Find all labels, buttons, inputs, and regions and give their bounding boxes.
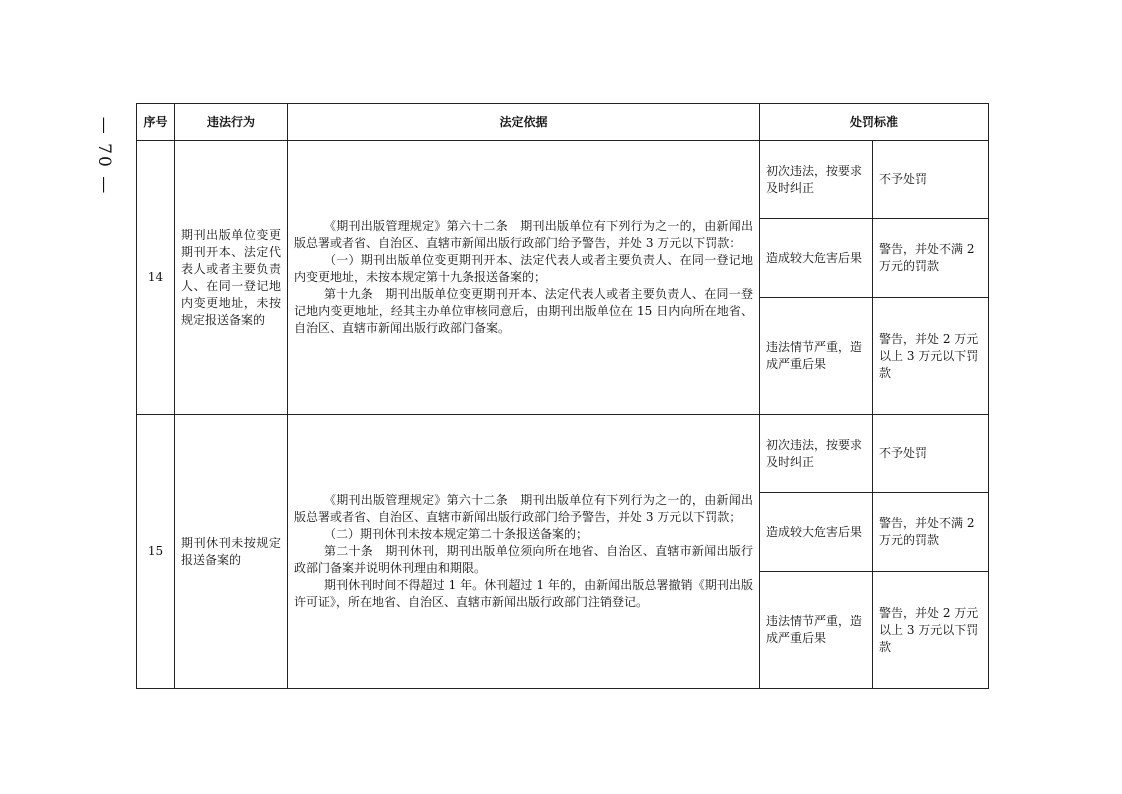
standard-condition: 造成较大危害后果 <box>760 219 873 298</box>
legal-basis-paragraph: 第十九条 期刊出版单位变更期刊开本、法定代表人或者主要负责人、在同一登记地内变更地址，经其主办单位审核同意后，由期刊出版单位在 15 日内向所在地省、自治区、直辖市新闻出版行政部门备案。 <box>294 287 753 335</box>
violation-description: 期刊出版单位变更期刊开本、法定代表人或者主要负责人、在同一登记地内变更地址，未按规定报送备案的 <box>175 141 288 415</box>
standard-tier <box>760 219 988 298</box>
legal-basis-paragraph: （二）期刊休刊未按本规定第二十条报送备案的； <box>324 527 589 541</box>
standard-condition: 初次违法，按要求及时纠正 <box>760 415 873 493</box>
standard-tier <box>760 572 988 688</box>
legal-basis-paragraph: 第二十条 期刊休刊，期刊出版单位须向所在地省、自治区、直辖市新闻出版行政部门备案并说明休刊理由和期限。 <box>294 544 753 575</box>
standard-penalty: 不予处罚 <box>873 415 989 493</box>
header-violation: 违法行为 <box>175 104 288 141</box>
legal-basis-paragraph: 《期刊出版管理规定》第六十二条 期刊出版单位有下列行为之一的，由新闻出版总署或者省、自治区、直辖市新闻出版行政部门给予警告，并处 3 万元以下罚款： <box>294 219 753 250</box>
standard-penalty: 不予处罚 <box>873 141 989 219</box>
standard-condition: 违法情节严重，造成严重后果 <box>760 572 873 688</box>
header-penalty-standard: 处罚标准 <box>760 104 989 141</box>
standard-tier <box>760 415 988 493</box>
legal-basis <box>288 415 760 689</box>
violation-description: 期刊休刊未按规定报送备案的 <box>175 415 288 689</box>
standard-penalty: 警告，并处不满 2 万元的罚款 <box>873 493 989 572</box>
standard-tier <box>760 298 988 414</box>
standard-penalty: 警告，并处不满 2 万元的罚款 <box>873 219 989 298</box>
legal-basis-paragraph: （一）期刊出版单位变更期刊开本、法定代表人或者主要负责人、在同一登记地内变更地址，未按本规定第十九条报送备案的； <box>294 253 753 284</box>
table-header-row <box>137 104 989 141</box>
standard-penalty: 警告，并处 2 万元以上 3 万元以下罚款 <box>879 331 979 380</box>
header-serial-number: 序号 <box>137 104 175 141</box>
standard-condition: 违法情节严重，造成严重后果 <box>760 298 873 414</box>
penalty-standards <box>760 415 989 689</box>
standard-condition: 初次违法，按要求及时纠正 <box>760 141 873 219</box>
row-number: 14 <box>137 141 175 415</box>
row-number: 15 <box>137 415 175 689</box>
standard-tier <box>760 493 988 572</box>
standard-penalty: 警告，并处 2 万元以上 3 万元以下罚款 <box>879 605 979 654</box>
legal-basis-paragraph: 《期刊出版管理规定》第六十二条 期刊出版单位有下列行为之一的，由新闻出版总署或者省、自治区、直辖市新闻出版行政部门给予警告，并处 3 万元以下罚款； <box>294 493 753 524</box>
legal-basis <box>288 141 760 415</box>
table-row <box>137 415 989 689</box>
penalty-standards-table <box>136 103 988 689</box>
standard-condition: 造成较大危害后果 <box>760 493 873 572</box>
penalty-standards <box>760 141 989 415</box>
header-legal-basis: 法定依据 <box>288 104 760 141</box>
table-row <box>137 141 989 415</box>
page-number: — 70 — <box>94 116 114 196</box>
legal-basis-paragraph: 期刊休刊时间不得超过 1 年。休刊超过 1 年的，由新闻出版总署撤销《期刊出版许可证》，所在地省、自治区、直辖市新闻出版行政部门注销登记。 <box>294 578 753 609</box>
standard-tier <box>760 141 988 219</box>
